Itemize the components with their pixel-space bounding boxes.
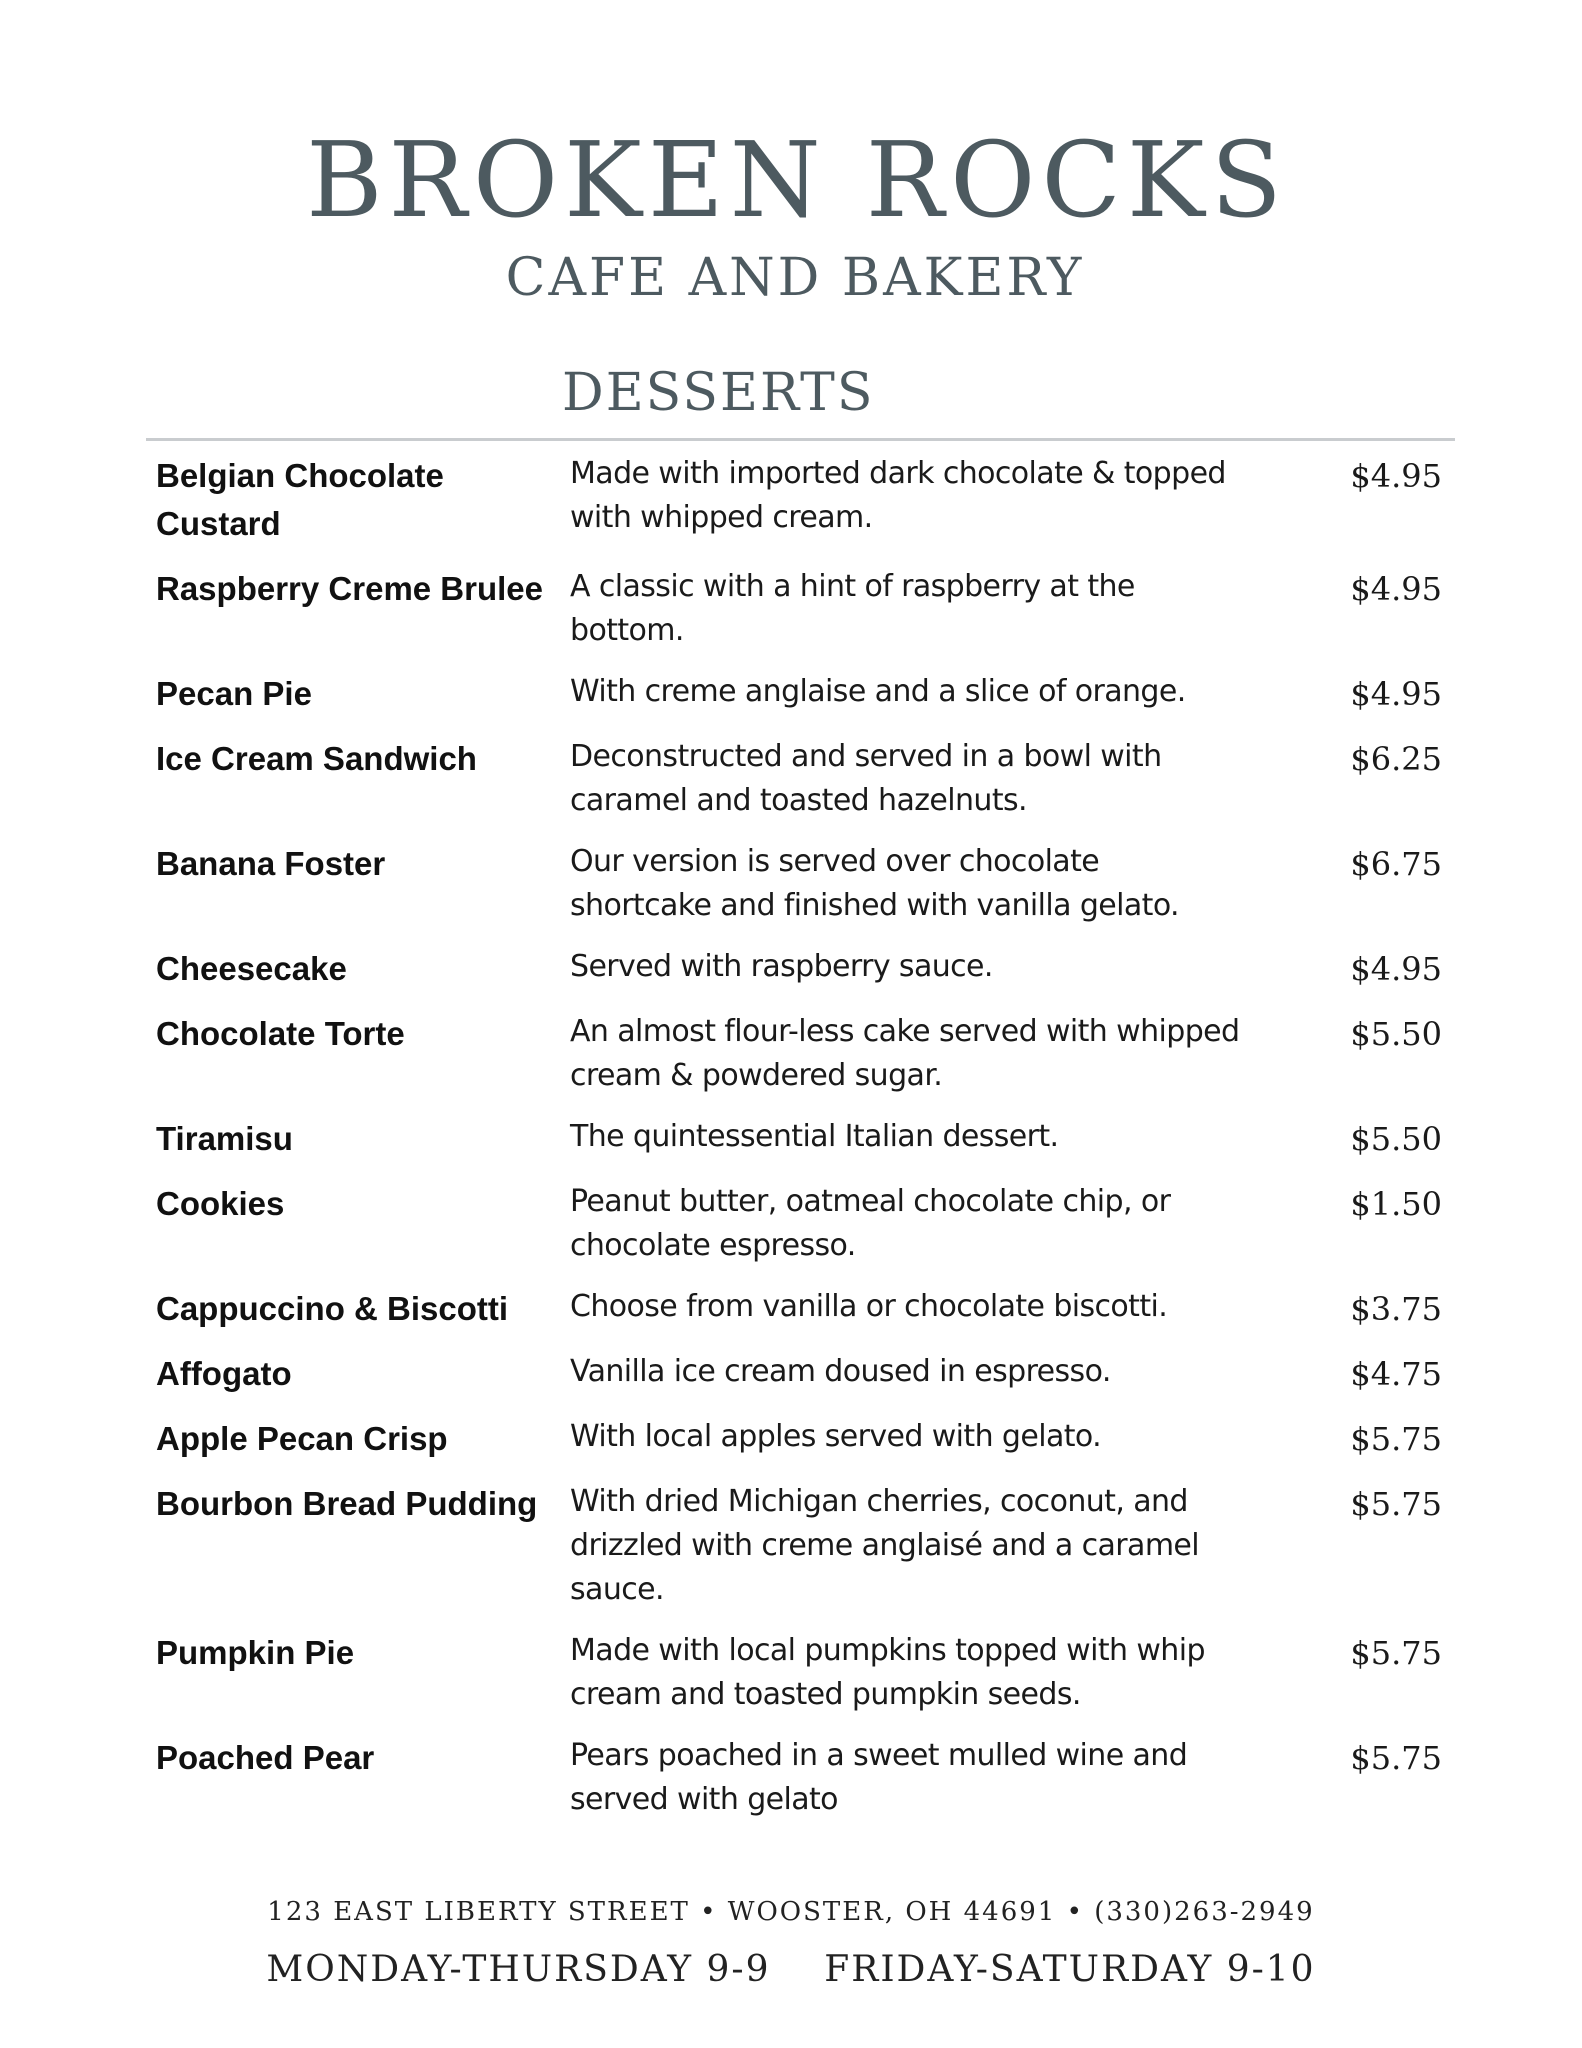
menu-item (156, 670, 1446, 718)
menu-item-name: Affogato (156, 1355, 292, 1392)
menu-item-description: Deconstructed and served in a bowl with caramel and toasted hazelnuts. (570, 739, 1162, 818)
menu-item-description: Made with local pumpkins topped with whip cream and toasted pumpkin seeds. (570, 1633, 1205, 1712)
menu-item-description: Pears poached in a sweet mulled wine and served with gelato (570, 1738, 1188, 1817)
menu-item-description: Our version is served over chocolate shortcake and finished with vanilla gelato. (570, 844, 1179, 923)
section-divider (146, 438, 1455, 441)
menu-item (156, 1415, 1446, 1463)
menu-item-name: Bourbon Bread Pudding (156, 1485, 538, 1522)
menu-item-description: Peanut butter, oatmeal chocolate chip, or chocolate espresso. (570, 1184, 1171, 1263)
menu-item-name: Belgian Chocolate Custard (156, 457, 444, 542)
menu-item-price: $5.75 (1350, 1739, 1442, 1777)
menu-item (156, 1115, 1446, 1163)
menu-item-name: Cookies (156, 1185, 285, 1222)
menu-item-name: Ice Cream Sandwich (156, 740, 477, 777)
menu-item-name: Pecan Pie (156, 675, 312, 712)
footer-hours: MONDAY-THURSDAY 9-9 FRIDAY-SATURDAY 9-10 (266, 1949, 1316, 1990)
menu-item-price: $3.75 (1350, 1290, 1442, 1328)
menu-item-name: Cheesecake (156, 950, 347, 987)
menu-item-description: The quintessential Italian dessert. (570, 1119, 1059, 1154)
menu-item (156, 1180, 1446, 1268)
menu-item (156, 1350, 1446, 1398)
menu-item-description: Made with imported dark chocolate & topped with whipped cream. (570, 456, 1226, 535)
menu-item-name: Banana Foster (156, 845, 386, 882)
section-title: DESSERTS (562, 363, 875, 423)
menu-item (156, 1480, 1446, 1612)
menu-item (156, 1285, 1446, 1333)
menu-item-price: $4.95 (1350, 457, 1442, 495)
menu-item (156, 1010, 1446, 1098)
menu-item (156, 1734, 1446, 1822)
menu-item (156, 945, 1446, 993)
menu-item-price: $5.75 (1350, 1634, 1442, 1672)
menu-item-description: An almost flour-less cake served with whipped cream & powdered sugar. (570, 1014, 1240, 1093)
menu-item-price: $4.95 (1350, 570, 1442, 608)
menu-item (156, 735, 1446, 823)
menu-item-name: Cappuccino & Biscotti (156, 1290, 509, 1327)
footer-address: 123 EAST LIBERTY STREET • WOOSTER, OH 44691 • (330)263-2949 (267, 1897, 1315, 1927)
dessert-menu-list (156, 452, 1446, 1839)
menu-item-name: Raspberry Creme Brulee (156, 570, 544, 607)
menu-item-description: With dried Michigan cherries, coconut, and drizzled with creme anglaisé and a caramel sauce. (570, 1484, 1200, 1607)
menu-item-price: $4.95 (1350, 950, 1442, 988)
menu-item-name: Chocolate Torte (156, 1015, 405, 1052)
menu-item-description: Choose from vanilla or chocolate biscotti. (570, 1289, 1168, 1324)
menu-item-price: $6.75 (1350, 845, 1442, 883)
menu-item-price: $5.50 (1350, 1015, 1442, 1053)
menu-item-price: $5.75 (1350, 1485, 1442, 1523)
menu-item-description: With creme anglaise and a slice of orange. (570, 674, 1186, 709)
menu-item-price: $1.50 (1350, 1185, 1442, 1223)
menu-item-name: Poached Pear (156, 1739, 375, 1776)
brand-title: BROKEN ROCKS (306, 119, 1288, 241)
menu-item-price: $4.95 (1350, 675, 1442, 713)
menu-item-price: $5.75 (1350, 1420, 1442, 1458)
menu-item (156, 452, 1446, 548)
menu-item-price: $5.50 (1350, 1120, 1442, 1158)
menu-item-description: With local apples served with gelato. (570, 1419, 1102, 1454)
menu-item-price: $4.75 (1350, 1355, 1442, 1393)
menu-item-description: Vanilla ice cream doused in espresso. (570, 1354, 1111, 1389)
menu-item (156, 840, 1446, 928)
menu-item-price: $6.25 (1350, 740, 1442, 778)
menu-item-name: Pumpkin Pie (156, 1634, 355, 1671)
menu-item (156, 1629, 1446, 1717)
menu-item-description: Served with raspberry sauce. (570, 949, 993, 984)
menu-item (156, 565, 1446, 653)
menu-item-name: Tiramisu (156, 1120, 293, 1157)
menu-item-name: Apple Pecan Crisp (156, 1420, 448, 1457)
brand-subtitle: CAFE AND BAKERY (505, 248, 1085, 308)
menu-item-description: A classic with a hint of raspberry at the bottom. (570, 569, 1135, 648)
